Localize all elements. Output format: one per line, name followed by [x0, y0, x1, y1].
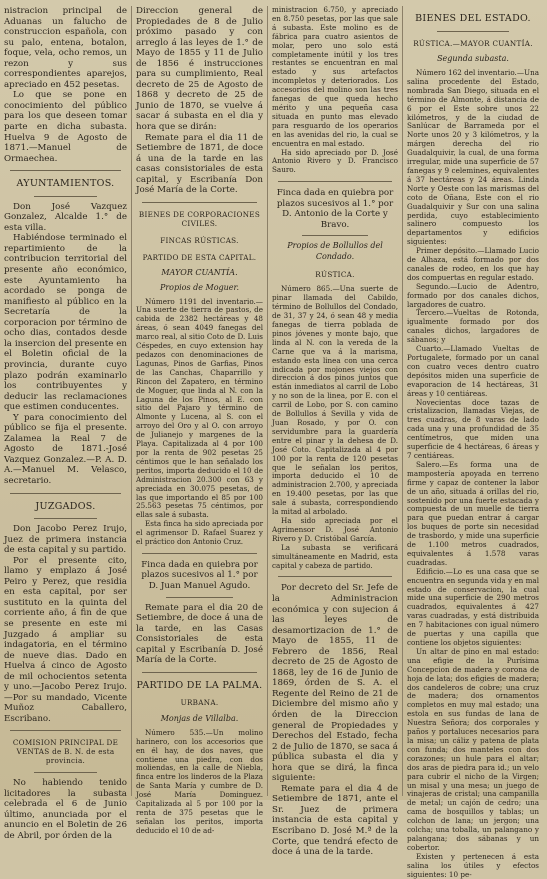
paragraph: Ha sido apreciado por D. José Antonio Rivero y D. Francisco Sauro. — [272, 147, 398, 175]
divider — [302, 235, 368, 236]
divider — [278, 576, 392, 577]
divider — [34, 196, 97, 197]
subheading: Propios de Moguer. — [159, 283, 240, 293]
paragraph: Segundo.—Lucio de Adentro, formado por dos canales dichos, largadores de cuatro. — [407, 281, 539, 309]
paragraph: Ha sido apreciada por el Agrimensor D. José Antonio Rivero y D. Cristóbal García. — [272, 515, 398, 543]
paragraph: nistracion principal de Aduanas un falucho de construccion española, con su palo, entena, botalon, foque, vela, ocho remos, un rezon y sus correspondientes aparejos, apreciado en 452 pesetas. — [4, 6, 127, 90]
divider — [142, 553, 257, 554]
paragraph: Edificio.—Lo es una casa que se encuentra en segunda vida y en mal estado de conservacion, la cual mide una superficie de 290 metros cuadrados, equivalentes á 427 varas cuadradas, y está distribuida en 7 habitaciones con igual número de puertas y una capilla que contiene los objetos siguientes: — [407, 566, 539, 647]
paragraph: Primer depósito.—Llamado Lucio de Alhaza, está formado por dos canales de rodeo, en los que hay dos compuertas en regular estado. — [407, 246, 539, 282]
paragraph: Tercero.—Vueltas de Rotonda, igualmente formado por dos canales dichos, largadores de sábanos; y — [407, 308, 539, 345]
paragraph: Don Jacobo Perez Irujo, Juez de primera instancia de esta capital y su partido. — [4, 524, 127, 556]
paragraph: Novecientas doce tazas de cristalizacion, llamadas Viejas, de tres cuadras, de 8 varas de lado cada una y una profundidad de 35 centímetros, que miden una superficie de 4 hectáreas, 6 áreas y 7 centiáreas. — [407, 397, 539, 460]
section-heading: RÚSTICA.—MAYOR CUANTÍA. — [413, 38, 533, 48]
paragraph: Número 1191 del inventario.—Una suerte de tierra de pastos, de cabida de 2382 hectáreas y 48 áreas, ó sean 4049 fanegas del marco real, al sitio Coto de D. Luis Céspedes, en cuyo extension hay pedazos con denominaciones de Lagunas, Pinos de Garfias, Pinos de las Canchas, Chaparrillo y Rincon del Zapatero, en término de Moguer, que linda al N. con la Laguna de los Pinos, al E. con sitio del Pajaro y término de Almonte y Lucena, al S. con el arroyo del Oro y al O. con arroyo de Julianejo y margenes de la Playa. Capitalizada al 4 por 100 por la renta de 902 pesetas 25 céntimos que le han señalado los peritos, importa deducido el 10 de Administracion 20.300 con 63 y apreciada en 30.075 pesetas, de las que importando el 85 por 100 25.563 pesetas 75 céntimos, por ellas sale á subasta. — [136, 296, 263, 520]
section-heading: URBANA. — [180, 698, 219, 708]
paragraph: Direccion general de Propiedades de 8 de Julio próximo pasado y con arreglo á las leyes de 1.° de Mayo de 1855 y 11 de Julio de 1856 é instrucciones para su cumplimiento, Real decreto de 25 de Agosto de 1868 y decreto de 25 de Junio de 1870, se vuelve á sacar á subasta en el dia y hora que se dirán: — [136, 6, 263, 133]
paragraph: Lo que se pone en conocimiento del público para los que deseen tomar parte en dicha subasta. Huelva 9 de Agosto de 1871.—Manuel de Ormaechea. — [4, 90, 127, 164]
divider — [278, 181, 392, 182]
section-heading: BIENES DEL ESTADO. — [415, 13, 531, 24]
divider — [142, 202, 257, 203]
section-heading: COMISION PRINCIPAL DE VENTAS de B. N. de esta provincia. — [12, 738, 119, 766]
paragraph: Remate para el dia 20 de Setiembre, de doce á una de la tarde, en las Casas Consistoriales de esta capital y Escribanía D. José María de la Corte. — [136, 602, 263, 666]
notice-heading: Finca dada en quiebra por plazos sucesivos al 1.° por D. Antonio de la Corte y Bravo. — [276, 188, 394, 230]
section-heading: JUZGADOS. — [35, 500, 96, 512]
paragraph: Remate para el dia 11 de Setiembre de 1871, de doce á una de la tarde en las casas consistoriales de esta capital, y Escribanía Don José María de la Corte. — [136, 132, 263, 196]
paragraph: Remate para el dia 4 de Setiembre de 1871, ante el Sr. Juez de primera instancia de esta capital y Escribano D. José M.ª de la Corte, que tendrá efecto de doce á una de la tarde. — [272, 783, 398, 858]
divider — [437, 31, 509, 32]
paragraph: Cuarto.—Llamado Vueltas de Portugalete, formado por un canal con cuatro veces dentro cuatro depósitos miden una superficie de evaporacion de 14 hectáreas, 31 áreas y 10 centiáreas. — [407, 344, 539, 398]
divider — [34, 518, 97, 519]
paragraph: La subasta se verificará simultáneamente en Madrid, esta capital y cabeza de partido. — [272, 542, 398, 570]
divider — [10, 493, 121, 494]
divider — [34, 772, 97, 773]
paragraph: Don José Vazquez Gonzalez, Alcalde 1.° de esta villa. — [4, 201, 127, 233]
subheading: Propios de Bollullos del Condado. — [287, 241, 383, 261]
paragraph: Número 535.—Un molino harinero, con los accesorios que en él hay, de dos naves, que contiene una piedra, con dos moliendas, en la calle de Niebla, finca entre los linderos de la Plaza de Santa María y cumbre de D. José María Dominguez. Capitalizada al 5 por 100 por la renta de 375 pesetas que le señalan los peritos, importa deducido el 10 de ad- — [136, 727, 263, 835]
paragraph: Habiéndose terminado el repartimiento de la contribucion territorial del presente año económico, este Ayuntamiento ha acordado se ponga de manifiesto al público en la Secretaría de la corporacion por término de ocho dias, contados desde la insercion del presente en el Boletin oficial de la provincia, durante cuyo plazo podrán examinarlo los contribuyentes y deducir las reclamaciones que estimen conducentes. — [4, 233, 127, 413]
column-3 — [272, 5, 403, 858]
column-4 — [407, 6, 543, 879]
paragraph: ministracion 6.750, y apreciado en 8.750 pesetas, por las que sale á subasta. Este molino es de fábrica para cuatro asientos de molar, pero uno solo está completamente inútil y los tres restantes se encuentran en mal estado y sus artefactos incompletos y deteriorados. Los accesorios del molino son las tres fanegas de que queda hecho mérito y una pequeña casa situada en punto mas elevado para resguardo de los operarios en las avenidas del rio, la cual se encuentra en mal estado. — [272, 5, 398, 148]
paragraph: Número 865.—Una suerte de pinar llamada del Cabildo, término de Bollullos del Condado, de 31, 37 y 24, ó sean 48 y media fanegas de tierra poblada de pinos jóvenes y monte bajo, que linda al N. con la vereda de la Carne que va á la marisma, estando esta linea con una cerca indicada por mojones viejos con direccion á dos pinos juntos que están inmediatos al carril de Lobo y no son de la linea, por E. con el carril de Lobo, por S. con camino de Bollullos á Sevilla y vida de Juan Rosado, y por O. con servidumbre para la guardería entre el pinar y la dehesa de D. José Coto. Capitalizada al 4 por 100 por la renta de 120 pesetas que le señalan los peritos, importa deducido el 10 de administracion 2.700, y apreciada en 19.400 pesetas, por las que sale á subasta, correspondiendo la mitad al arbolado. — [272, 284, 398, 517]
subheading: Monjas de Villalba. — [160, 714, 239, 724]
paragraph: Por decreto del Sr. Jefe de la Administracion económica y con sujecion á las leyes de desamortizacion de 1.° de Mayo de 1855, 11 de Febrero de 1856, Real decreto de 25 de Agosto de 1868, ley de 16 de Junio de 1869, órden de S. A. el Regente del Reino de 21 de Diciembre del mismo año y órden de la Direccion general de Propiedades y Derechos del Estado, fecha 2 de Julio de 1870, se saca á pública subasta el dia y hora que se dirá, la finca siguiente: — [272, 583, 398, 784]
divider — [10, 730, 121, 731]
subheading: Segunda subasta. — [437, 54, 509, 64]
section-heading: RÚSTICA. — [315, 269, 355, 279]
column-1 — [4, 6, 132, 841]
paragraph: Salero.—Es forma una de mampostería apoyada en terreno firme y capaz de contener la labor de un año, situada á orillas del rio, sostenido por una fuerte estacada y compuesta de un muelle de tierra para que puedan entrar á cargar los buques de porte sin necesidad de trasbordo, y mide una superficie de 1.100 metros cuadrados, equivalentes á 1.578 varas cuadradas. — [407, 459, 539, 567]
section-heading: AYUNTAMIENTOS. — [16, 178, 115, 190]
divider — [166, 597, 233, 598]
divider — [10, 170, 121, 171]
paragraph: Por el presente cito, llamo y emplazo á José Peiro y Perez, que residia en esta capital, por ser sustituto en la quinta del corriente año, á fin de que se presente en este mi Juzgado á ampliar su indagatoria, en el término de nueve dias. Dado en Huelva á cinco de Agosto de mil ochocientos setenta y uno.—Jacobo Perez Irujo.—Por su mandado, Vicente Muñoz Caballero, Escribano. — [4, 555, 127, 724]
section-heading: PARTIDO DE LA PALMA. — [136, 679, 263, 691]
divider — [142, 672, 257, 673]
section-heading: FINCAS RÚSTICAS. — [160, 235, 239, 245]
paragraph: Y para conocimiento del público se fija el presente. Zalamea la Real 7 de Agosto de 1871.-José Vazquez Gonzalez.—P. A. D. A.—Manuel M. Velasco, secretario. — [4, 412, 127, 486]
paragraph: No habiendo tenido licitadores la subasta celebrada el 6 de Junio último, anunciada por el anuncio en el Boletin de 26 de Abril, por órden de la — [4, 778, 127, 841]
section-heading: BIENES DE CORPORACIONES CIVILES. — [138, 209, 261, 228]
section-heading: PARTIDO DE ESTA CAPITAL. — [142, 252, 257, 262]
paragraph: Existen y pertenecen á esta salina los útiles y efectos siguientes: 10 pe- — [407, 851, 539, 879]
column-2 — [136, 6, 268, 835]
paragraph: Un altar de pino en mal estado: una efigie de la Purísima Concepcion de madera y corona de hoja de lata; dos efigies de madera; dos candeleros de cobre; una cruz de madera; dos ornamentos completos en muy mal estado; una estola en sus fundas de lana de Nuestra Señora; dos corporales y paños y portaluces necesarios para la misa; un cáliz y patena de plata con funda; dos manteles con dos corazones; un hule para el altar; dos aras de piedra para id.; un velo para cubrir el nicho de la Virgen; un misal y una mesa; un juego de vinajeras de cristal; una campanilla de metal; un cajón de cedro; una cama de bosquillos y tablas; un colchon de lana; un jergon; una colcha; una toballa, un palangano y palangana; dos sábanas y un cobertor. — [407, 646, 539, 852]
notice-heading: Finca dada en quiebra por plazos sucesivos al 1.° por D. Juan Manuel Agudo. — [141, 559, 258, 592]
subheading: MAYOR CUANTÍA. — [161, 268, 238, 278]
paragraph: Esta finca ha sido apreciada por el agrimensor D. Rafael Suarez y el práctico don Antonio Cruz. — [136, 519, 263, 547]
paragraph: Número 162 del inventario.—Una salina procedente del Estado, nombrada San Diego, situada en el término de Almonte, á distancia de 6 por el Este sobre unos 22 kilómetros, y de la ciudad de Sanlúcar de Barrameda por el Norte unos 20 y 3 kilómetros, y la márgen derecha del rio Guadalquivir, la cual, de una forma irregular, mide una superficie de 57 fanegas y 9 celemines, equivalentes á 37 hectáreas y 24 áreas. Linda Norte y Oeste con las marismas del coto de Oñana, Este con el rio Guadalquivir y Sur con una salina perdida, cuyo establecimiento salinero compuesto los departamentos y edificios siguientes: — [407, 68, 539, 247]
